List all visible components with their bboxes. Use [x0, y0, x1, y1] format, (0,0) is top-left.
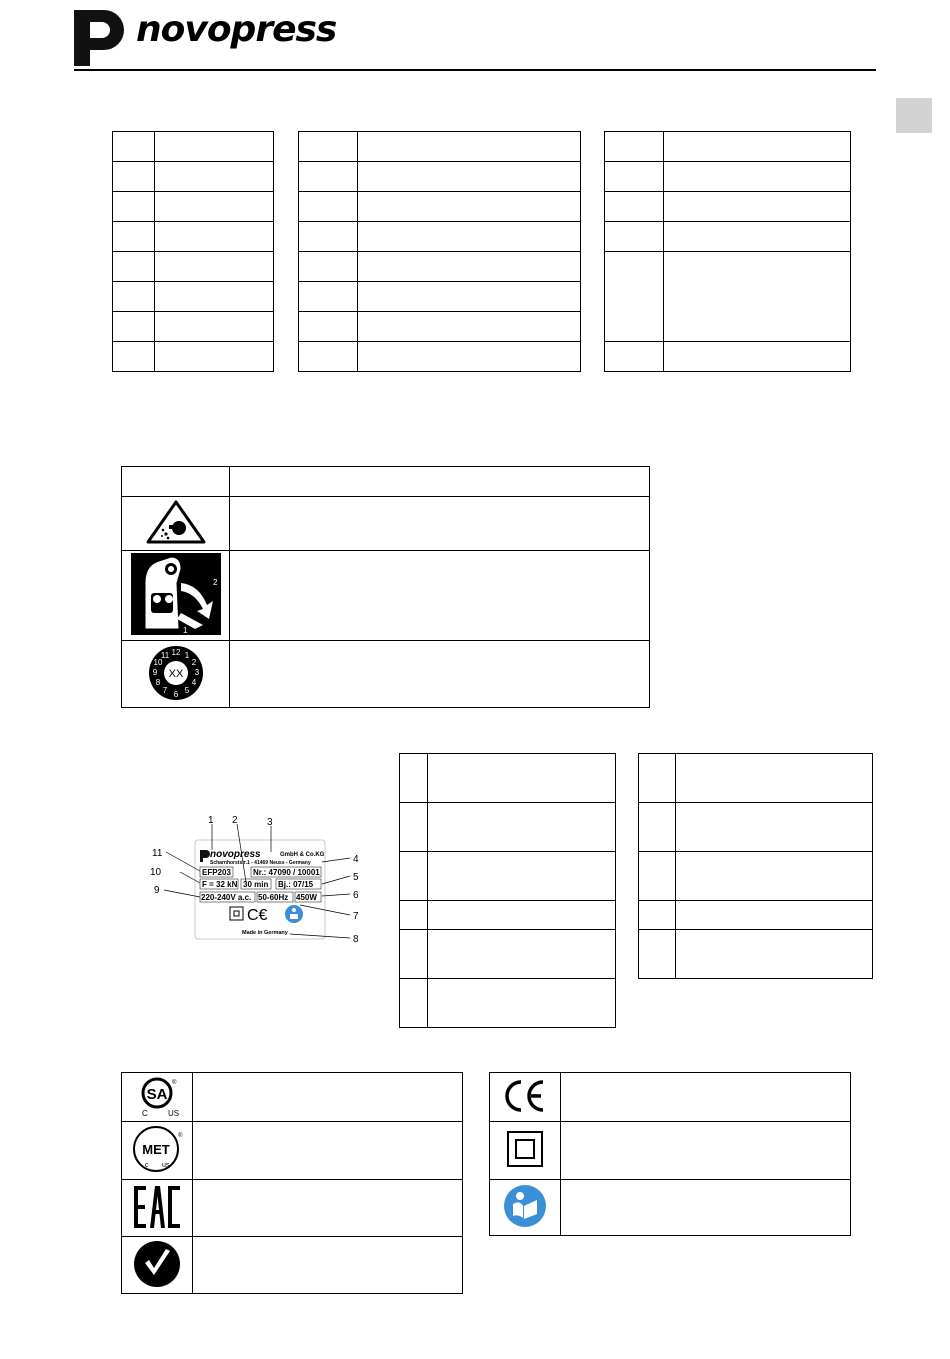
callout-6: 6 [353, 890, 359, 901]
svg-text:9: 9 [152, 667, 157, 677]
csa-c-label: C [142, 1108, 148, 1118]
table-row [605, 162, 851, 192]
callout-8: 8 [353, 934, 359, 945]
table-row [113, 252, 274, 282]
table-row [605, 252, 851, 342]
csa-us-label: US [168, 1108, 180, 1118]
table-row [113, 312, 274, 342]
table-row [113, 342, 274, 372]
inspection-digits: XX [168, 667, 183, 680]
callout-11: 11 [152, 848, 163, 859]
table-row [122, 551, 650, 641]
eac-mark-icon [132, 1184, 182, 1230]
table-row [400, 852, 616, 901]
nameplate-model: EFP203 [202, 868, 231, 877]
read-manual-icon [503, 1184, 547, 1228]
nameplate-force: F = 32 kN [202, 880, 238, 889]
nameplate-power: 450W [296, 893, 317, 902]
table-row [299, 342, 581, 372]
table-row [122, 1073, 463, 1122]
table-row [400, 930, 616, 979]
nameplate-legend-left [399, 753, 616, 1028]
nameplate-year: Bj.: 07/15 [278, 880, 314, 889]
callout-10: 10 [150, 867, 162, 878]
callout-1: 1 [208, 815, 214, 826]
table-row [122, 497, 650, 551]
met-label: MET [142, 1142, 170, 1157]
nameplate-address: Scharnhorststr.1 - 41469 Neuss - Germany [210, 860, 311, 866]
table-row [400, 979, 616, 1028]
table-row [400, 803, 616, 852]
table-row [605, 192, 851, 222]
table-row [299, 192, 581, 222]
table-row [639, 930, 873, 979]
svg-text:6: 6 [173, 689, 178, 699]
nameplate-voltage: 220-240V a.c. [201, 893, 252, 902]
rcm-mark-icon [132, 1239, 182, 1289]
svg-text:us: us [162, 1162, 170, 1169]
svg-text:2: 2 [212, 578, 217, 587]
table-row [113, 132, 274, 162]
table-row [490, 1073, 851, 1122]
warning-symbols-table [121, 466, 650, 708]
svg-text:2: 2 [191, 657, 196, 667]
table-row [122, 1237, 463, 1294]
svg-text:11: 11 [160, 650, 169, 660]
table-row [490, 1122, 851, 1180]
svg-text:7: 7 [162, 685, 167, 695]
table-top-left [112, 131, 274, 372]
table-row [122, 467, 650, 497]
svg-text:SA: SA [146, 1085, 168, 1103]
double-insulation-icon [506, 1130, 544, 1168]
table-row [299, 162, 581, 192]
table-row [299, 252, 581, 282]
table-row [639, 803, 873, 852]
table-row [400, 901, 616, 930]
logo-p-icon [74, 10, 124, 66]
header-rule [74, 69, 876, 71]
table-row [490, 1180, 851, 1236]
inspection-date-seal-icon [148, 645, 204, 701]
brand-name: novopress [136, 9, 337, 50]
table-row [639, 852, 873, 901]
nameplate-frequency: 50-60Hz [258, 893, 289, 902]
svg-text:12: 12 [171, 647, 180, 657]
nameplate-diagram [150, 812, 365, 947]
table-row [605, 222, 851, 252]
callout-2: 2 [232, 815, 238, 826]
table-row [299, 222, 581, 252]
table-row [122, 641, 650, 708]
nameplate-company: GmbH & Co.KG [280, 852, 325, 858]
callout-9: 9 [154, 885, 160, 896]
table-row [113, 222, 274, 252]
certification-table-left [121, 1072, 463, 1294]
table-row [299, 312, 581, 342]
nameplate-duty: 30 min [243, 880, 269, 889]
svg-text:c: c [145, 1162, 149, 1169]
table-row [400, 754, 616, 803]
table-row [605, 342, 851, 372]
svg-text:®: ® [178, 1133, 183, 1139]
svg-text:3: 3 [194, 667, 199, 677]
nameplate-figure [150, 812, 365, 947]
table-row [113, 192, 274, 222]
table-row [122, 1180, 463, 1237]
table-row [299, 132, 581, 162]
nameplate-brand: novopress [210, 849, 261, 860]
nameplate-made-in: Made in Germany [242, 930, 288, 936]
table-row [639, 754, 873, 803]
eye-protection-warning-icon [145, 499, 207, 545]
svg-text:1: 1 [184, 650, 189, 660]
table-row [122, 1122, 463, 1180]
callout-7: 7 [353, 911, 359, 922]
table-top-right [604, 131, 851, 372]
svg-text:10: 10 [153, 657, 162, 667]
svg-text:8: 8 [155, 677, 160, 687]
nameplate-serial: Nr.: 47090 / 10001 [253, 868, 320, 877]
csa-mark-icon [132, 1074, 182, 1118]
table-row [639, 901, 873, 930]
callout-4: 4 [353, 854, 359, 865]
svg-text:5: 5 [184, 685, 189, 695]
nameplate-legend-right [638, 753, 873, 979]
callout-5: 5 [353, 872, 359, 883]
table-top-middle [298, 131, 581, 372]
certification-table-right [489, 1072, 851, 1236]
svg-text:®: ® [172, 1079, 177, 1086]
tool-operation-illustration-icon [131, 553, 221, 635]
met-mark-icon [130, 1123, 184, 1175]
table-row [113, 282, 274, 312]
svg-text:1: 1 [182, 626, 187, 635]
ce-mark-icon [503, 1078, 547, 1114]
nameplate-ce-mark: C€ [247, 907, 268, 924]
callout-3: 3 [267, 817, 273, 828]
svg-text:4: 4 [191, 677, 196, 687]
chapter-tab [896, 98, 932, 133]
table-row [113, 162, 274, 192]
table-row [605, 132, 851, 162]
table-row [299, 282, 581, 312]
